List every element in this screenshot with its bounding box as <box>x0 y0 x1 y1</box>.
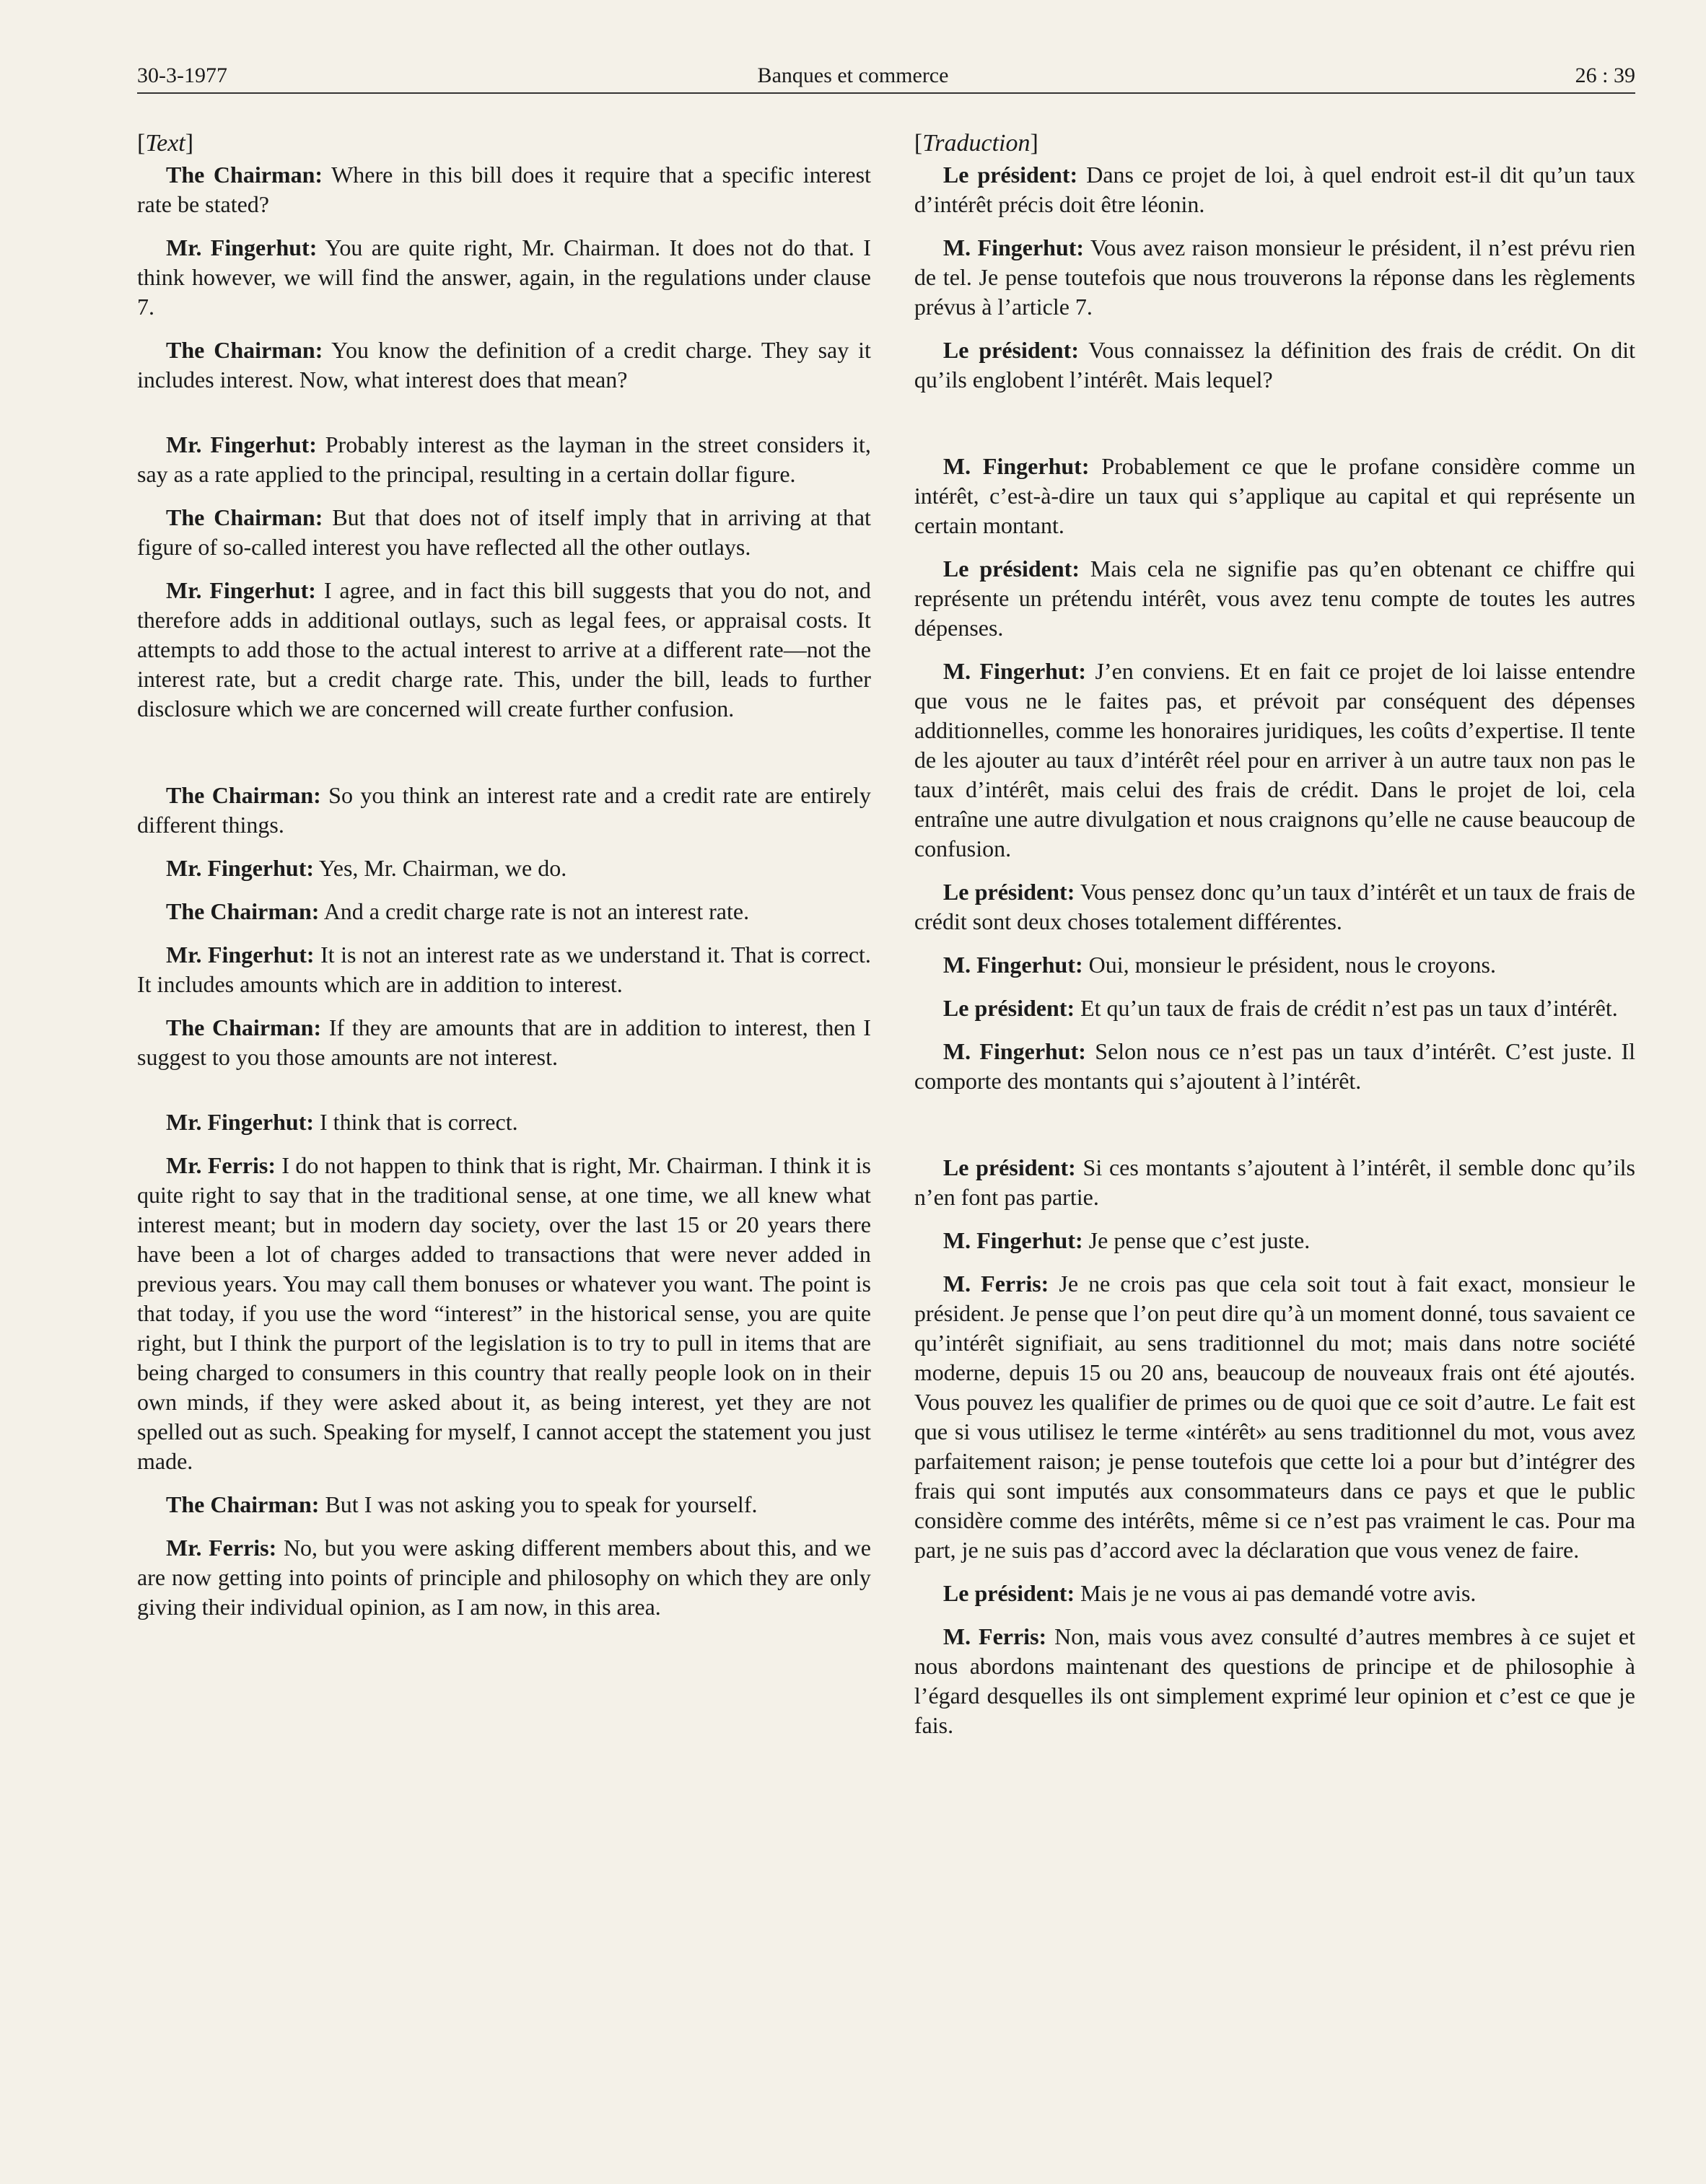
speaker-name: Mr. Ferris: <box>166 1152 276 1178</box>
traduction-section-label: [Traduction] <box>914 130 1038 157</box>
speech-text: Je pense que c’est juste. <box>1088 1227 1311 1253</box>
speaker-name: Mr. Fingerhut: <box>166 431 317 457</box>
speaker-name: Le président: <box>942 879 1075 905</box>
speech-text: You are quite right, Mr. Chairman. It does not do that. I think however, we will find the answer, again, in the regulations under clause 7. <box>137 234 871 320</box>
page-header <box>137 63 1635 94</box>
speech-text: Si ces montants s’ajoutent à l’intérêt, il semble donc qu’ils n’en font pas partie. <box>914 1154 1636 1210</box>
dialogue-paragraph <box>914 950 1635 980</box>
speech-text: I agree, and in fact this bill suggests that you do not, and therefore adds in additional outlays, such as legal fees, or appraisal costs. It attempts to add those to the actual interest to arrive at a different rate—not the interest rate, but a credit charge rate. This, under the bill, leads to further disclosure which we are concerned will create further confusion. <box>137 577 871 722</box>
speech-text: Je ne crois pas que cela soit tout à fait exact, monsieur le président. Je pense que l’on peut dire qu’à un moment donné, tous savaient ce qu’intérêt signifiait, au sens traditionnel du mot; mais dans notre société moderne, depuis 15 ou 20 ans, beaucoup de nouveaux frais ont été ajoutés. Vous pouvez les qualifier de primes ou de quoi que ce soit d’autre. Le fait est que si vous utilisez le terme «intérêt» au sens traditionnel du mot, vous avez parfaitement raison; je pense toutefois que cette loi a pour but d’intégrer des frais qui sont imputés aux consommateurs dans ce pays et que le public considère comme des intérêts, même si ce n’est pas vraiment le cas. Pour ma part, je ne suis pas d’accord avec la déclaration que vous venez de faire. <box>914 1271 1636 1563</box>
speaker-name: Mr. Fingerhut: <box>166 942 315 968</box>
dialogue-paragraph <box>137 503 871 562</box>
header-page-number: 26 : 39 <box>1575 63 1635 87</box>
speaker-name: Mr. Fingerhut: <box>166 234 318 260</box>
dialogue-paragraph <box>137 897 871 926</box>
speaker-name: The Chairman: <box>166 898 320 924</box>
speaker-name: Mr. Fingerhut: <box>166 855 315 881</box>
speech-text: But I was not asking you to speak for yourself. <box>325 1491 758 1517</box>
speech-text: Oui, monsieur le président, nous le croyons. <box>1088 952 1496 978</box>
speaker-name: The Chairman: <box>166 162 323 188</box>
speech-text: I do not happen to think that is right, Mr. Chairman. I think it is quite right to say that in the traditional sense, at one time, we all knew what interest meant; but in modern day society, over the last 15 or 20 years there have been a lot of charges added to transactions that were never added in previous years. You may call them bonuses or whatever you want. The point is that today, if you use the word “interest” in the historical sense, you are quite right, but I think the purport of the legislation is to try to pull in items that are being charged to consumers in this country that really people look on in their own minds, if they were asked about it, as being interest, yet they are not spelled out as such. Speaking for myself, I cannot accept the statement you just made. <box>137 1152 871 1474</box>
speaker-name: Le président: <box>942 162 1078 188</box>
speech-text: If they are amounts that are in addition to interest, then I suggest to you those amounts are not interest. <box>137 1014 871 1070</box>
speech-text: Dans ce projet de loi, à quel endroit est-il dit qu’un taux d’intérêt précis doit être léonin. <box>914 162 1636 217</box>
speaker-name: M. Fingerhut: <box>942 453 1090 479</box>
english-column <box>137 130 871 1754</box>
dialogue-paragraph <box>137 1151 871 1476</box>
speaker-name: The Chairman: <box>166 782 321 808</box>
dialogue-paragraph <box>137 336 871 395</box>
speech-text: Yes, Mr. Chairman, we do. <box>318 855 567 881</box>
speaker-name: M. Fingerhut: <box>942 234 1085 260</box>
speech-text: No, but you were asking different members about this, and we are now getting into points of principle and philosophy on which they are only giving their individual opinion, as I am now, in this area. <box>137 1535 871 1620</box>
speech-text: So you think an interest rate and a credit rate are entirely different things. <box>137 782 871 838</box>
speaker-name: The Chairman: <box>166 1014 322 1040</box>
dialogue-paragraph <box>914 336 1635 395</box>
dialogue-paragraph <box>137 1490 871 1519</box>
speaker-name: M. Fingerhut: <box>942 1227 1083 1253</box>
speaker-name: The Chairman: <box>166 1491 320 1517</box>
speech-text: Non, mais vous avez consulté d’autres membres à ce sujet et nous abordons maintenant des questions de principe et de philosophie à l’égard desquelles ils ont simplement exprimé leur opinion et c’est ce que je fais. <box>914 1623 1636 1738</box>
speaker-name: Le président: <box>942 556 1080 582</box>
speaker-name: The Chairman: <box>166 504 323 530</box>
header-date: 30-3-1977 <box>137 63 227 87</box>
dialogue-paragraph <box>137 233 871 322</box>
speech-text: Et qu’un taux de frais de crédit n’est pas un taux d’intérêt. <box>1080 995 1618 1021</box>
dialogue-paragraph <box>137 1013 871 1072</box>
dialogue-paragraph <box>137 430 871 489</box>
speech-text: Mais cela ne signifie pas qu’en obtenant ce chiffre qui représente un prétendu intérêt, vous avez tenu compte de toutes les autres dépenses. <box>914 556 1636 641</box>
speech-text: And a credit charge rate is not an interest rate. <box>323 898 750 924</box>
header-title: Banques et commerce <box>757 63 949 87</box>
speech-text: It is not an interest rate as we understand it. That is correct. It includes amounts which are in addition to interest. <box>137 942 871 997</box>
dialogue-paragraph <box>137 854 871 883</box>
speaker-name: Le président: <box>942 1154 1076 1180</box>
speech-text: Probablement ce que le profane considère comme un intérêt, c’est-à-dire un taux qui s’applique au capital et qui représente un certain montant. <box>914 453 1636 538</box>
speaker-name: M. Ferris: <box>942 1623 1047 1649</box>
two-column-body <box>137 130 1635 1754</box>
speaker-name: Le président: <box>942 995 1075 1021</box>
speech-text: But that does not of itself imply that in arriving at that figure of so-called interest you have reflected all the other outlays. <box>137 504 871 560</box>
speaker-name: Le président: <box>942 337 1079 363</box>
speech-text: Vous avez raison monsieur le président, il n’est prévu rien de tel. Je pense toutefois que nous trouverons la réponse dans les règlements prévus à l’article 7. <box>914 234 1636 320</box>
speaker-name: Mr. Fingerhut: <box>166 1109 315 1135</box>
speaker-name: M. Fingerhut: <box>942 1038 1086 1064</box>
speech-text: Where in this bill does it require that a specific interest rate be stated? <box>137 162 871 217</box>
dialogue-paragraph <box>137 1533 871 1622</box>
speech-text: Vous pensez donc qu’un taux d’intérêt et un taux de frais de crédit sont deux choses totalement différentes. <box>914 879 1636 934</box>
speech-text: Probably interest as the layman in the street considers it, say as a rate applied to the principal, resulting in a certain dollar figure. <box>137 431 871 487</box>
dialogue-paragraph <box>137 576 871 724</box>
speaker-name: M. Fingerhut: <box>942 952 1083 978</box>
speech-text: You know the definition of a credit charge. They say it includes interest. Now, what interest does that mean? <box>137 337 871 392</box>
dialogue-paragraph <box>914 160 1635 219</box>
dialogue-paragraph <box>137 1108 871 1137</box>
dialogue-paragraph <box>914 452 1635 540</box>
dialogue-paragraph <box>914 1226 1635 1255</box>
speaker-name: Mr. Ferris: <box>166 1535 277 1561</box>
speaker-name: Le président: <box>942 1580 1075 1606</box>
speech-text: Selon nous ce n’est pas un taux d’intérêt. C’est juste. Il comporte des montants qui s’ajoutent à l’intérêt. <box>914 1038 1636 1094</box>
dialogue-paragraph <box>914 1153 1635 1212</box>
dialogue-paragraph <box>914 1579 1635 1608</box>
speaker-name: Mr. Fingerhut: <box>166 577 316 603</box>
dialogue-paragraph <box>914 554 1635 643</box>
french-paragraphs <box>914 160 1635 1740</box>
text-section-label: [Text] <box>137 130 194 157</box>
speaker-name: The Chairman: <box>166 337 323 363</box>
dialogue-paragraph <box>914 1622 1635 1740</box>
dialogue-paragraph <box>914 994 1635 1023</box>
dialogue-paragraph <box>914 233 1635 322</box>
dialogue-paragraph <box>137 940 871 999</box>
speaker-name: M. Fingerhut: <box>942 658 1087 684</box>
dialogue-paragraph <box>137 160 871 219</box>
speech-text: J’en conviens. Et en fait ce projet de loi laisse entendre que vous ne le faites pas, et prévoit par conséquent des dépenses additionnelles, comme les honoraires juridiques, les coûts d’expertise. Il tente de les ajouter au taux d’intérêt réel pour en arriver à un autre taux non pas le taux d’intérêt, mais celui des frais de crédit. Dans le projet de loi, cela entraîne une autre divulgation et nous craignons qu’elle ne cause beaucoup de confusion. <box>914 658 1636 861</box>
dialogue-paragraph <box>914 1037 1635 1096</box>
french-column <box>871 130 1635 1754</box>
speech-text: Vous connaissez la définition des frais de crédit. On dit qu’ils englobent l’intérêt. Mais lequel? <box>914 337 1635 392</box>
speech-text: I think that is correct. <box>320 1109 518 1135</box>
dialogue-paragraph <box>137 781 871 840</box>
dialogue-paragraph <box>914 1269 1635 1565</box>
speaker-name: M. Ferris: <box>942 1271 1049 1297</box>
dialogue-paragraph <box>914 657 1635 864</box>
speech-text: Mais je ne vous ai pas demandé votre avis. <box>1080 1580 1477 1606</box>
english-paragraphs <box>137 160 871 1622</box>
dialogue-paragraph <box>914 877 1635 937</box>
